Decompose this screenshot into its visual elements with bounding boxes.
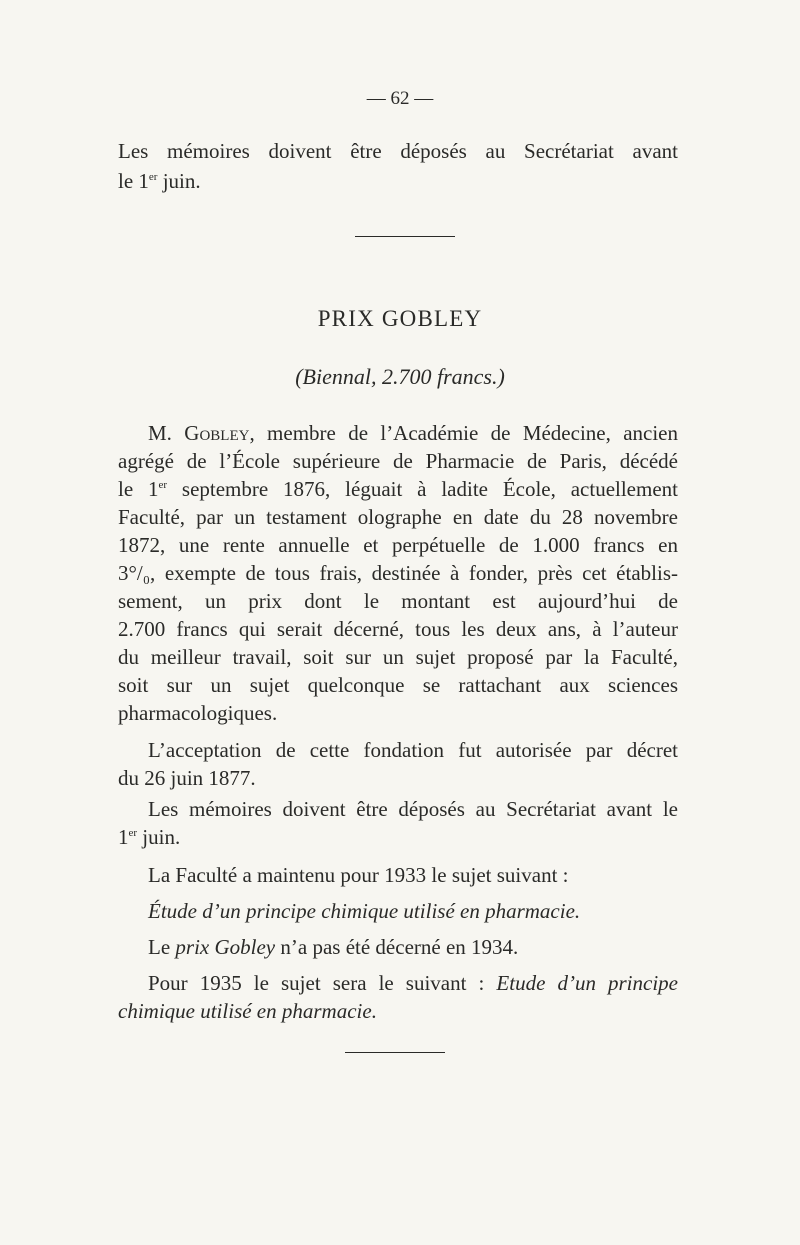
- separator-rule-bottom: [345, 1052, 445, 1053]
- intro-line-1: Les mémoires doivent être déposés au Secrétariat avant: [118, 139, 678, 163]
- para5-line: Le prix Gobley n’a pas été décerné en 1934.: [148, 935, 519, 959]
- para1-line-9: du meilleur travail, soit sur un sujet proposé par la Faculté,: [118, 645, 678, 669]
- para1-line-6: 3°/₀, exempte de tous frais, destinée à fonder, près cet établis-: [118, 561, 678, 585]
- para1-line-11: pharmacologiques.: [118, 701, 278, 725]
- section-subtitle: (Biennal, 2.700 francs.): [295, 364, 505, 389]
- para1-line-10: soit sur un sujet quelconque se rattachant aux sciences: [118, 673, 678, 697]
- para1-line-8: 2.700 francs qui serait décerné, tous les deux ans, à l’auteur: [118, 617, 678, 641]
- para1-line-3: le 1er septembre 1876, léguait à ladite École, actuellement: [118, 477, 678, 501]
- para6-line-2: chimique utilisé en pharmacie.: [118, 999, 377, 1023]
- para4-line-1: La Faculté a maintenu pour 1933 le sujet suivant :: [148, 863, 569, 887]
- page-number: — 62 —: [366, 88, 434, 109]
- para1-line-5: 1872, une rente annuelle et perpétuelle de 1.000 francs en: [118, 533, 678, 557]
- para6-line-1: Pour 1935 le sujet sera le suivant : Etude d’un principe: [148, 971, 678, 995]
- para1-line-4: Faculté, par un testament olographe en date du 28 novembre: [118, 505, 678, 529]
- para1-line-7: sement, un prix dont le montant est aujourd’hui de: [118, 589, 678, 613]
- para3-line-1: Les mémoires doivent être déposés au Secrétariat avant le: [148, 797, 678, 821]
- para1-line-1: M. Gobley, membre de l’Académie de Médecine, ancien: [148, 421, 678, 445]
- para2-line-2: du 26 juin 1877.: [118, 766, 256, 790]
- para4-line-2: Étude d’un principe chimique utilisé en pharmacie.: [148, 899, 581, 923]
- para1-line-2: agrégé de l’École supérieure de Pharmacie de Paris, décédé: [118, 449, 678, 473]
- intro-line-2: le 1er juin.: [118, 169, 201, 193]
- para2-line-1: L’acceptation de cette fondation fut autorisée par décret: [148, 738, 678, 762]
- section-title: PRIX GOBLEY: [317, 306, 483, 331]
- para3-line-2: 1er juin.: [118, 825, 181, 849]
- author-name: Gobley: [184, 421, 250, 445]
- separator-rule-top: [355, 236, 455, 237]
